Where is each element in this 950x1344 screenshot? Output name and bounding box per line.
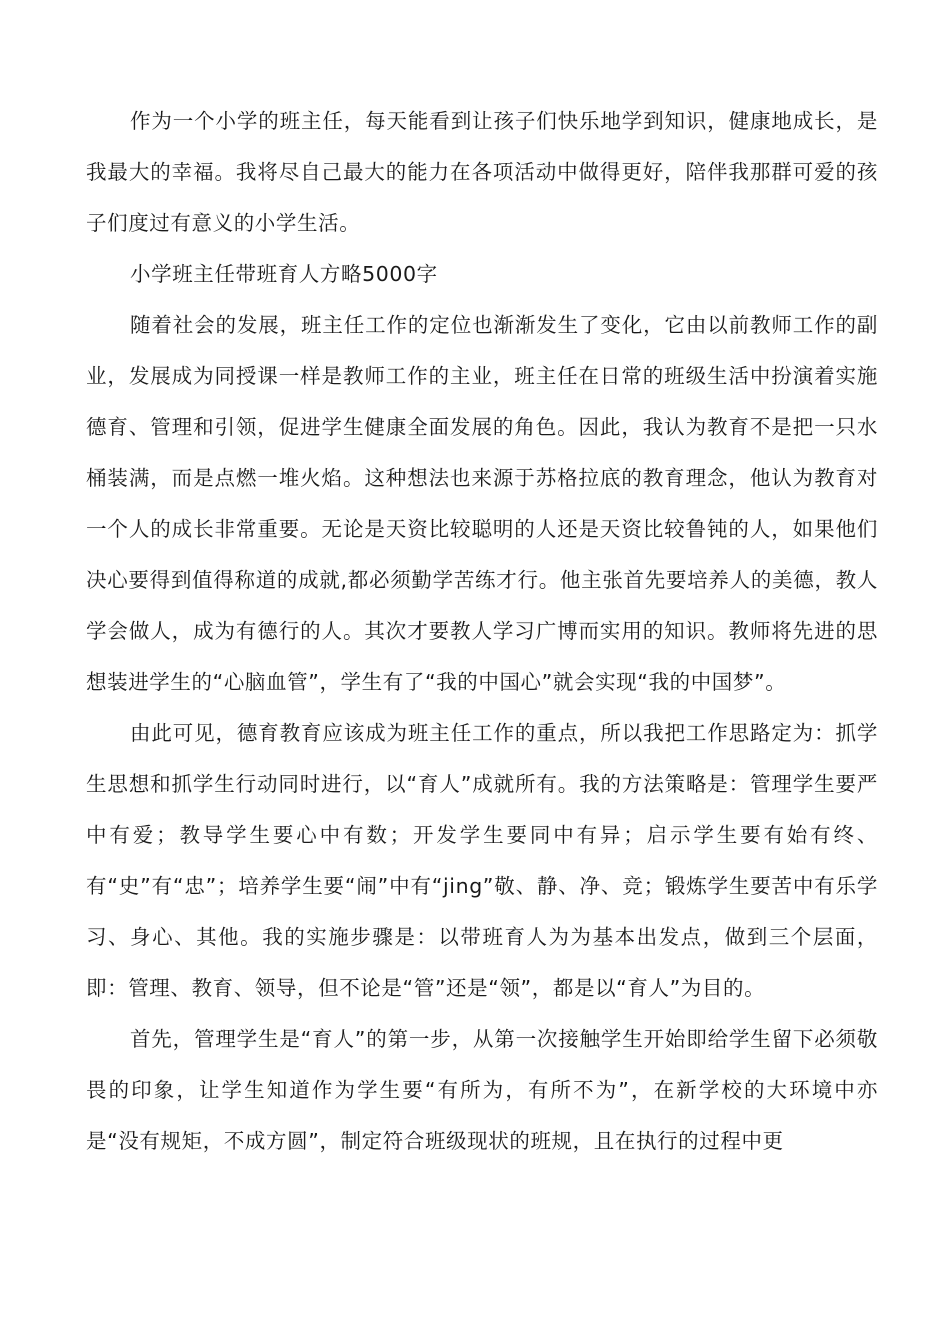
paragraph-intro: 作为一个小学的班主任，每天能看到让孩子们快乐地学到知识，健康地成长，是我最大的幸福。我将尽自己最大的能力在各项活动中做得更好，陪伴我那群可爱的孩子们度过有意义的小学生活。	[86, 109, 878, 235]
section-heading: 小学班主任带班育人方略5000字	[130, 262, 438, 286]
document-body	[86, 96, 878, 1167]
paragraph-first-step: 首先，管理学生是“育人”的第一步，从第一次接触学生开始即给学生留下必须敬畏的印象，让学生知道作为学生要“有所为，有所不为”，在新学校的大环境中亦是“没有规矩，不成方圆”，制定符合班级现状的班规，且在执行的过程中更	[86, 1027, 878, 1153]
paragraph-background: 随着社会的发展，班主任工作的定位也渐渐发生了变化，它由以前教师工作的副业，发展成为同授课一样是教师工作的主业，班主任在日常的班级生活中扮演着实施德育、管理和引领，促进学生健康全面发展的角色。因此，我认为教育不是把一只水桶装满，而是点燃一堆火焰。这种想法也来源于苏格拉底的教育理念，他认为教育对一个人的成长非常重要。无论是天资比较聪明的人还是天资比较鲁钝的人，如果他们决心要得到值得称道的成就,都必须勤学苦练才行。他主张首先要培养人的美德，教人学会做人，成为有德行的人。其次才要教人学习广博而实用的知识。教师将先进的思想装进学生的“心脑血管”，学生有了“我的中国心”就会实现“我的中国梦”。	[86, 313, 878, 694]
paragraph-strategy: 由此可见，德育教育应该成为班主任工作的重点，所以我把工作思路定为：抓学生思想和抓学生行动同时进行，以“育人”成就所有。我的方法策略是：管理学生要严中有爱；教导学生要心中有数；开发学生要同中有异；启示学生要有始有终、有“史”有“忠”；培养学生要“闹”中有“jing”敬、静、净、竞；锻炼学生要苦中有乐学习、身心、其他。我的实施步骤是：以带班育人为为基本出发点，做到三个层面，即：管理、教育、领导，但不论是“管”还是“领”，都是以“育人”为目的。	[86, 721, 878, 1000]
